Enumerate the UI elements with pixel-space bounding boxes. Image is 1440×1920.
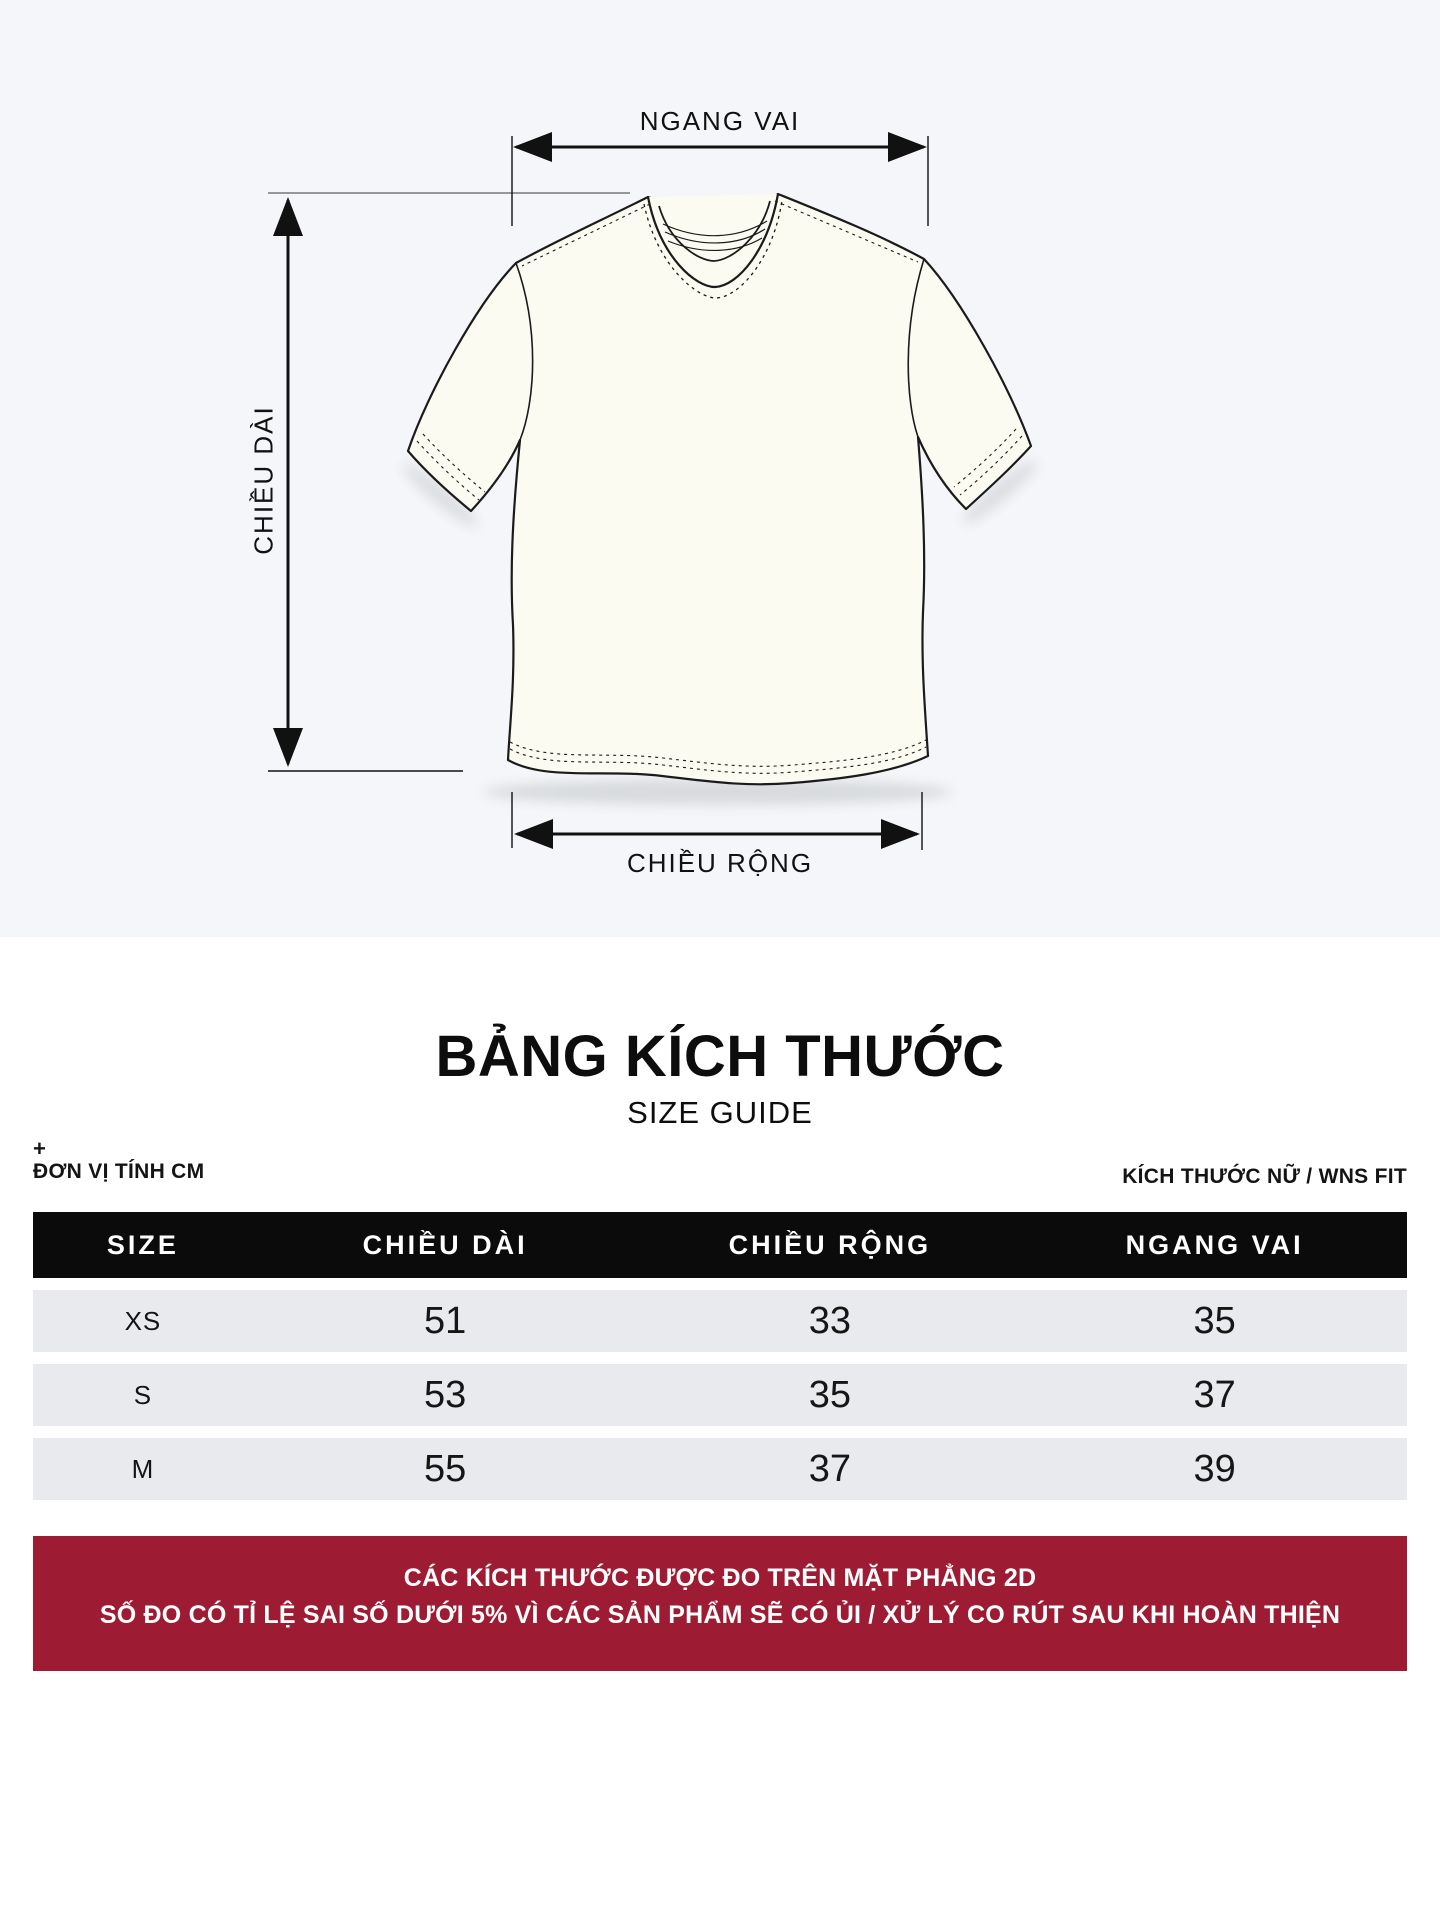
table-header-row xyxy=(33,1212,1407,1278)
fit-note: KÍCH THƯỚC NỮ / WNS FIT xyxy=(1122,1165,1407,1188)
page-subtitle: SIZE GUIDE xyxy=(627,1095,813,1130)
shoulder-width-label: NGANG VAI xyxy=(639,106,801,136)
row-shoulder-value: 35 xyxy=(1193,1299,1236,1342)
header-width: CHIỀU RỘNG xyxy=(728,1229,932,1260)
size-guide-section xyxy=(0,937,1440,1920)
width-label: CHIỀU RỘNG xyxy=(626,848,814,878)
plus-mark: + xyxy=(33,1136,46,1161)
table-row xyxy=(33,1364,1407,1426)
row-size-label: M xyxy=(131,1453,155,1484)
row-width-value: 33 xyxy=(808,1299,852,1342)
page-title: BẢNG KÍCH THƯỚC xyxy=(435,1024,1005,1089)
size-table xyxy=(33,1212,1407,1512)
disclaimer-banner xyxy=(33,1536,1407,1671)
length-label: CHIỀU DÀI xyxy=(248,405,279,555)
tshirt-technical-drawing-svg xyxy=(0,0,1440,937)
disclaimer-line-1: CÁC KÍCH THƯỚC ĐƯỢC ĐO TRÊN MẶT PHẲNG 2D xyxy=(403,1564,1037,1592)
table-row xyxy=(33,1438,1407,1500)
disclaimer-line-2: SỐ ĐO CÓ TỈ LỆ SAI SỐ DƯỚI 5% VÌ CÁC SẢN PHẨM SẼ CÓ ỦI / XỬ LÝ CO RÚT SAU KHI HOÀN THIỆN xyxy=(99,1601,1341,1629)
row-length-value: 53 xyxy=(424,1373,467,1416)
row-width-value: 37 xyxy=(808,1447,852,1490)
measurement-diagram xyxy=(0,0,1440,937)
header-length: CHIỀU DÀI xyxy=(362,1229,528,1260)
row-shoulder-value: 37 xyxy=(1193,1373,1236,1416)
unit-note xyxy=(33,1137,204,1183)
row-length-value: 51 xyxy=(424,1299,467,1342)
header-size: SIZE xyxy=(106,1229,179,1260)
table-row xyxy=(33,1290,1407,1352)
row-size-label: XS xyxy=(124,1305,162,1336)
row-width-value: 35 xyxy=(808,1373,852,1416)
unit-note-text: ĐƠN VỊ TÍNH CM xyxy=(33,1160,205,1183)
row-length-value: 55 xyxy=(424,1447,467,1490)
header-shoulder: NGANG VAI xyxy=(1125,1229,1304,1260)
row-size-label: S xyxy=(133,1379,153,1410)
row-shoulder-value: 39 xyxy=(1193,1447,1236,1490)
